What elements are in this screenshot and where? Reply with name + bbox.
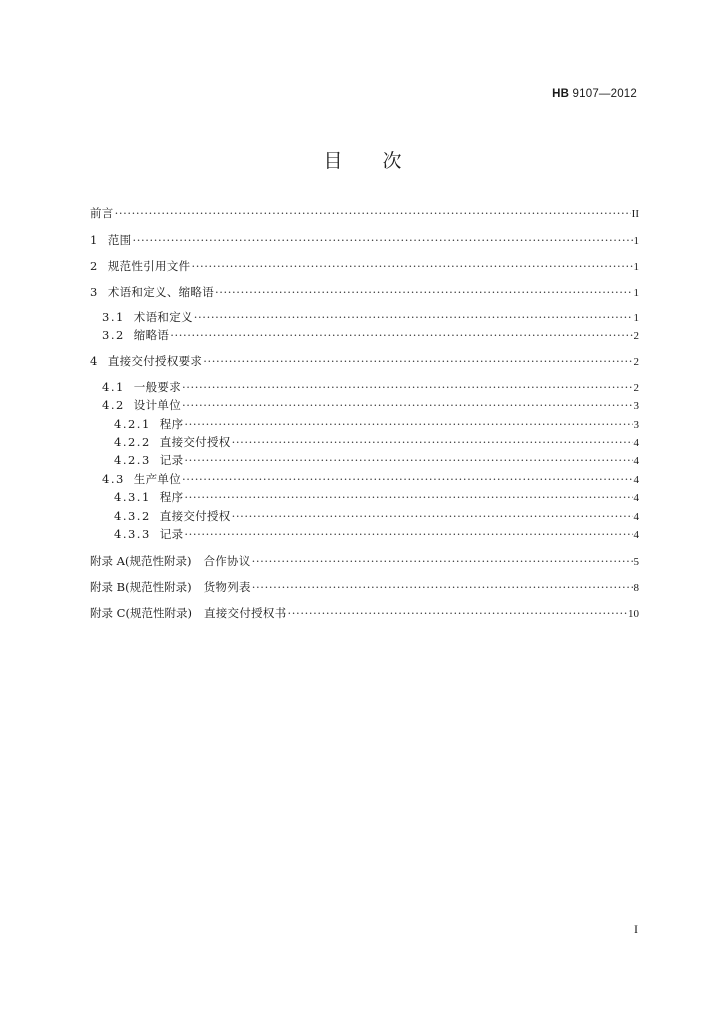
toc-entry-label: 设计单位 — [133, 398, 181, 412]
toc-entry-page: 1 — [633, 312, 639, 324]
standard-number: 9107—2012 — [572, 88, 637, 100]
toc-entry-page: 4 — [633, 511, 639, 523]
dot-leader — [184, 453, 632, 467]
toc-entry-number: 4.3.2 — [114, 509, 151, 523]
toc-entry-page: 5 — [633, 556, 639, 568]
dot-leader — [184, 527, 632, 541]
toc-entry-page: 4 — [633, 474, 639, 486]
toc-entry-annex-b[interactable] — [90, 580, 639, 595]
toc-entry-annex-a[interactable] — [90, 554, 639, 569]
dot-leader — [215, 285, 632, 299]
toc-entry-4-3-2[interactable] — [114, 509, 639, 524]
toc-entry-number: 4.3.3 — [114, 527, 151, 541]
toc-entry-number: 4 — [90, 354, 99, 368]
toc-entry-page: 1 — [633, 287, 639, 299]
dot-leader — [232, 435, 633, 449]
toc-entry-number: 4.1 — [102, 380, 125, 394]
toc-entry-label: 缩略语 — [133, 328, 170, 342]
dot-leader — [184, 417, 632, 431]
toc-entry-number: 4.2.2 — [114, 435, 151, 449]
toc-entry-number: 4.3 — [102, 472, 125, 486]
toc-entry-label: 范围 — [107, 233, 132, 247]
toc-entry-4-2[interactable] — [102, 398, 639, 413]
toc-entry-label: 合作协议 — [203, 554, 251, 568]
toc-entry-label: 直接交付授权 — [159, 435, 231, 449]
toc-title-char-1: 目 — [323, 150, 343, 172]
toc-entry-page: 4 — [633, 455, 639, 467]
toc-entry-4-2-3[interactable] — [114, 453, 639, 468]
toc-entry-foreword[interactable] — [90, 206, 639, 221]
toc-entry-4-2-2[interactable] — [114, 435, 639, 450]
toc-entry-label: 一般要求 — [133, 380, 181, 394]
toc-entry-label: 记录 — [159, 453, 184, 467]
toc-entry-4-3-3[interactable] — [114, 527, 639, 542]
toc-entry-label: 程序 — [159, 417, 184, 431]
dot-leader — [203, 354, 632, 368]
toc-entry-3-1[interactable] — [102, 310, 639, 325]
toc-entry-label: 术语和定义、缩略语 — [107, 285, 215, 299]
toc-entry-page: 3 — [633, 400, 639, 412]
toc-entry-page: 1 — [633, 261, 639, 273]
toc-entry-number: 4.2.3 — [114, 453, 151, 467]
dot-leader — [252, 580, 633, 594]
toc-entry-page: 2 — [633, 356, 639, 368]
toc-entry-4-1[interactable] — [102, 380, 639, 395]
toc-entry-number: 附录 A(规范性附录) — [90, 554, 192, 568]
dot-leader — [182, 472, 633, 486]
toc-entry-2[interactable] — [90, 259, 639, 274]
toc-title-char-2: 次 — [382, 150, 402, 172]
toc-entry-page: 1 — [633, 235, 639, 247]
toc-entry-number: 4.3.1 — [114, 490, 151, 504]
dot-leader — [288, 606, 627, 620]
toc-entry-page: 10 — [628, 608, 639, 620]
toc-entry-number: 1 — [90, 233, 99, 247]
toc-entry-4-3[interactable] — [102, 472, 639, 487]
standard-prefix: HB — [552, 88, 570, 100]
toc-entry-number: 4.2.1 — [114, 417, 151, 431]
toc-entry-4-2-1[interactable] — [114, 417, 639, 432]
dot-leader — [184, 490, 632, 504]
toc-entry-page: 2 — [633, 330, 639, 342]
toc-entry-3-2[interactable] — [102, 328, 639, 343]
toc-entry-page: 8 — [633, 582, 639, 594]
toc-entry-page: 4 — [633, 437, 639, 449]
toc-entry-page: 3 — [633, 419, 639, 431]
dot-leader — [182, 380, 633, 394]
toc-entry-page: 4 — [633, 492, 639, 504]
toc-entry-label: 规范性引用文件 — [107, 259, 191, 273]
dot-leader — [191, 259, 632, 273]
toc-entry-3[interactable] — [90, 285, 639, 300]
toc-entry-label: 记录 — [159, 527, 184, 541]
dot-leader — [252, 554, 633, 568]
toc-entry-number: 附录 B(规范性附录) — [90, 580, 192, 594]
toc-entry-number: 4.2 — [102, 398, 125, 412]
dot-leader — [170, 328, 632, 342]
toc-entry-label: 直接交付授权要求 — [107, 354, 203, 368]
toc-entry-number: 2 — [90, 259, 99, 273]
toc-entry-page: II — [631, 208, 639, 220]
toc-entry-label: 前言 — [90, 206, 114, 220]
toc-entry-1[interactable] — [90, 233, 639, 248]
dot-leader — [132, 233, 632, 247]
toc-entry-label: 生产单位 — [133, 472, 181, 486]
toc-entry-label: 程序 — [159, 490, 184, 504]
toc-entry-label: 直接交付授权 — [159, 509, 231, 523]
toc-entry-number: 3.1 — [102, 310, 125, 324]
toc-entry-label: 直接交付授权书 — [203, 606, 287, 620]
toc-entry-label: 术语和定义 — [133, 310, 193, 324]
page-number: I — [634, 922, 638, 936]
toc-entry-annex-c[interactable] — [90, 606, 639, 621]
toc-entry-page: 4 — [633, 529, 639, 541]
toc-entry-page: 2 — [633, 382, 639, 394]
dot-leader — [115, 206, 631, 220]
dot-leader — [182, 398, 633, 412]
toc-entry-number: 3 — [90, 285, 99, 299]
toc-entry-number: 附录 C(规范性附录) — [90, 606, 192, 620]
toc-entry-label: 货物列表 — [203, 580, 251, 594]
dot-leader — [194, 310, 633, 324]
dot-leader — [232, 509, 633, 523]
toc-entry-4[interactable] — [90, 354, 639, 369]
toc-entry-number: 3.2 — [102, 328, 125, 342]
toc-entry-4-3-1[interactable] — [114, 490, 639, 505]
